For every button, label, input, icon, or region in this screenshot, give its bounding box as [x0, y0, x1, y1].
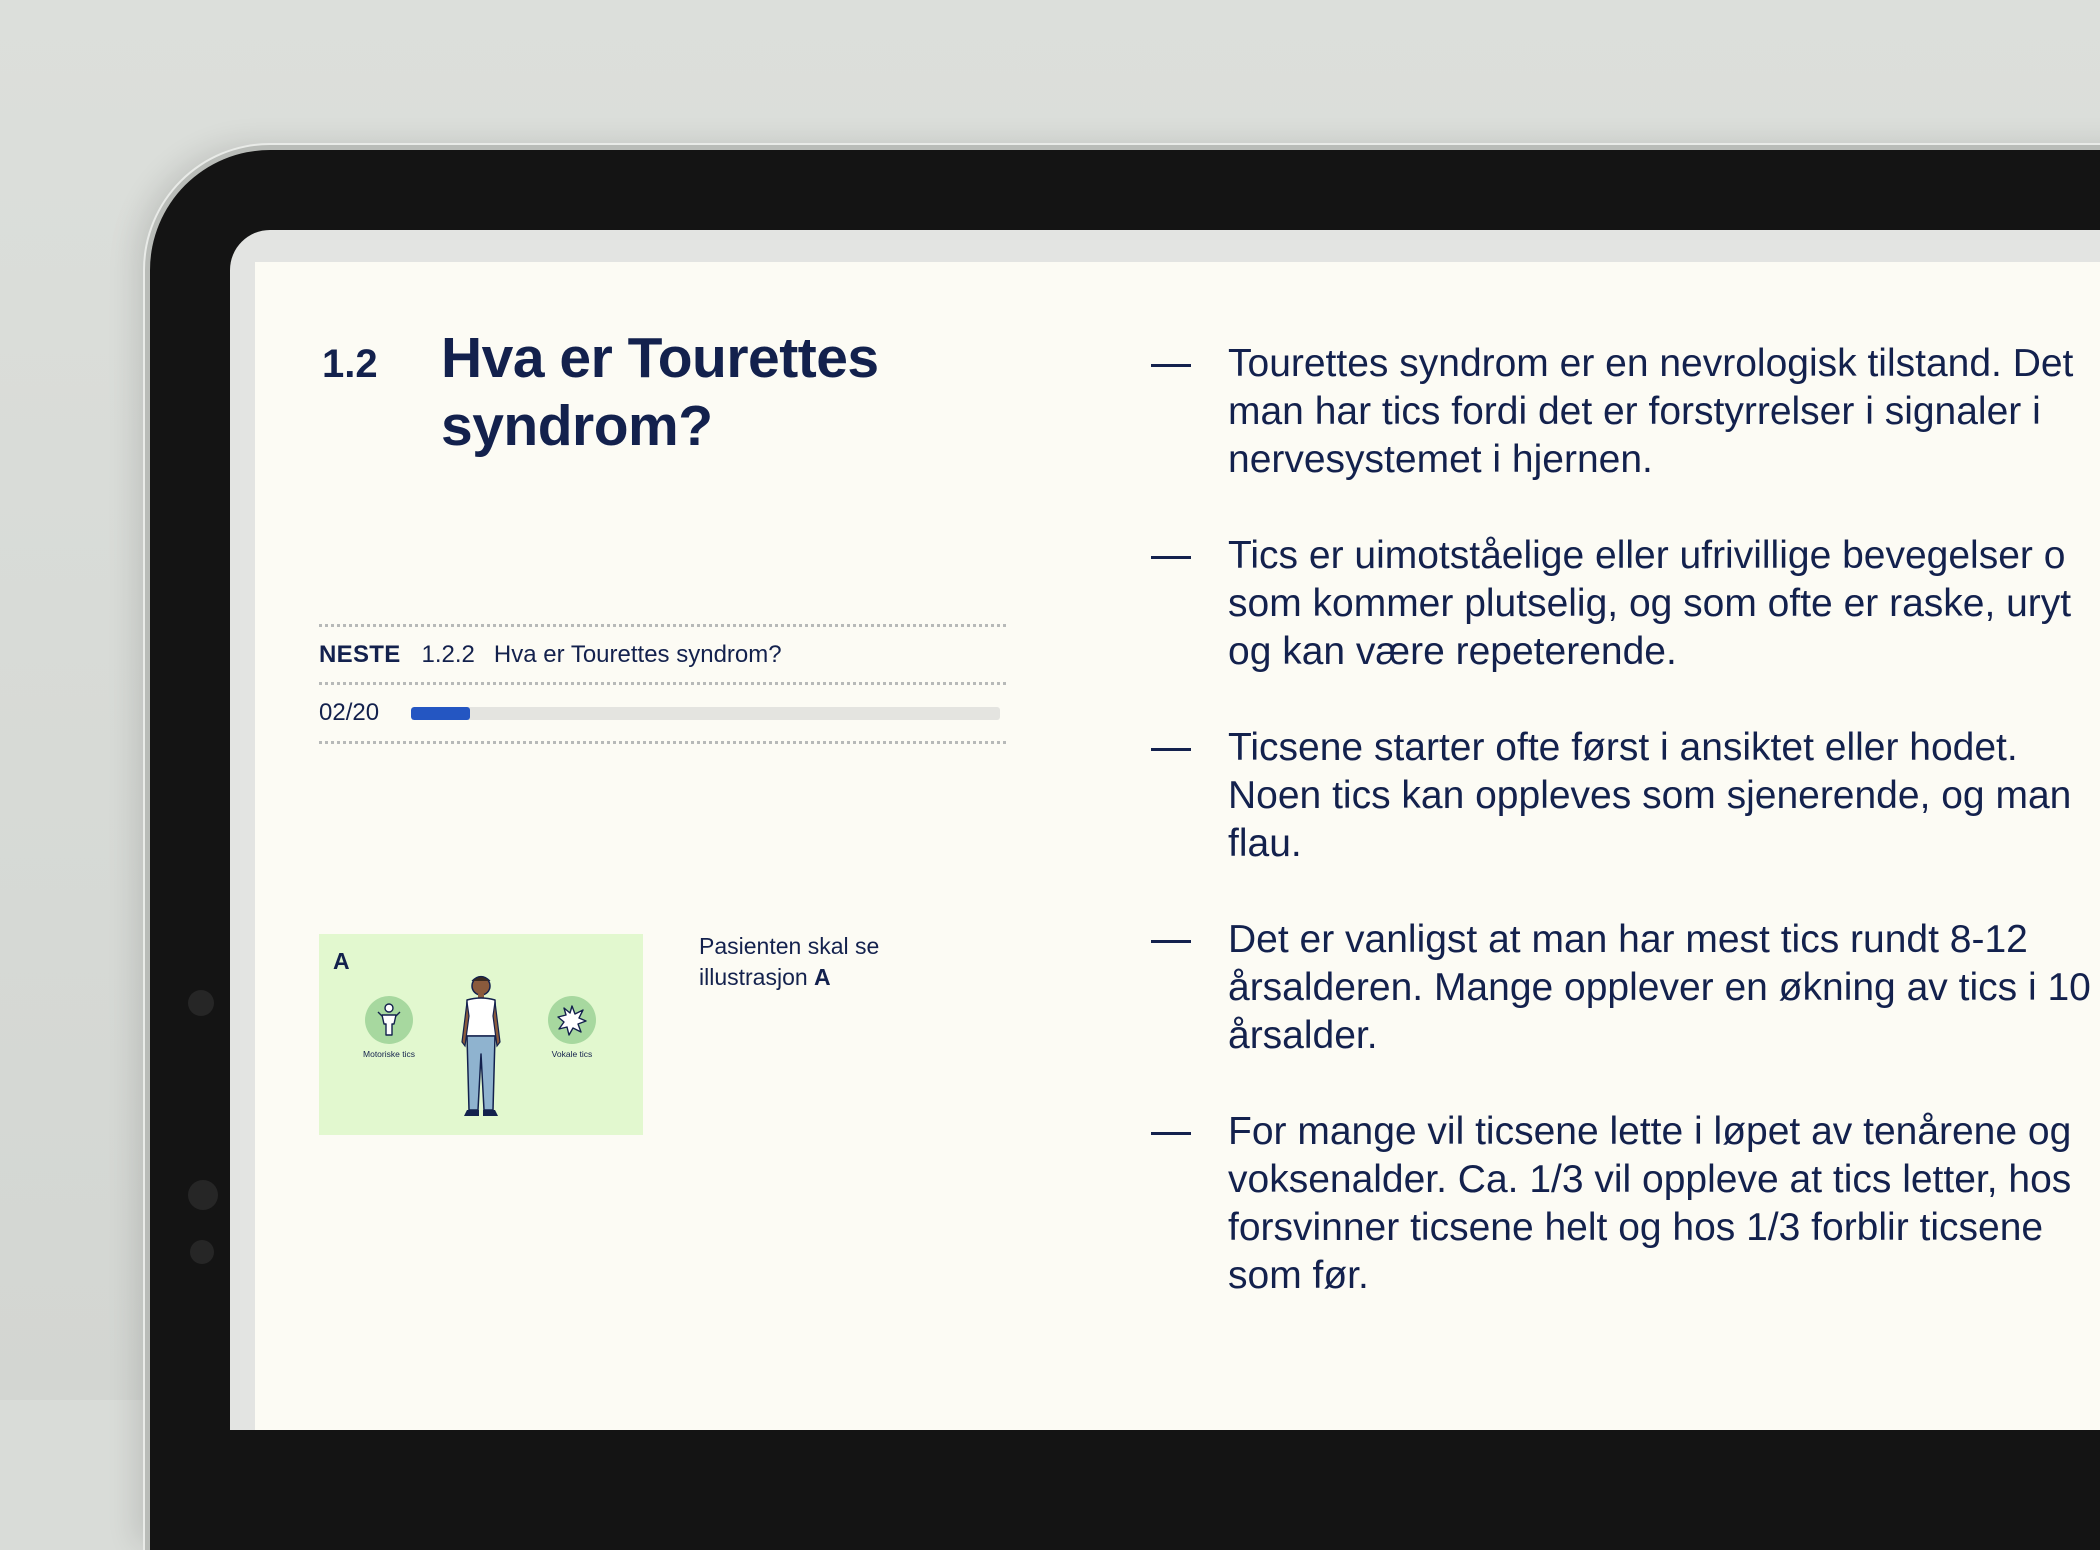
- vocal-tics-label: Vokale tics: [551, 1049, 593, 1059]
- bullet-item: [1151, 1108, 2100, 1300]
- bullet-list: [1151, 340, 2100, 1348]
- progress-row: [319, 685, 1006, 741]
- illustration-letter: A: [333, 948, 350, 974]
- bullet-line: Tics er uimotståelige eller ufrivillige bevegelser o: [1228, 534, 2066, 577]
- bullet-line: Det er vanligst at man har mest tics rundt 8-12: [1228, 918, 2028, 961]
- progress-bar: [411, 707, 1000, 720]
- divider: [319, 741, 1006, 744]
- bullet-line: For mange vil ticsene lette i løpet av tenårene og: [1228, 1110, 2072, 1153]
- next-section-title: Hva er Tourettes syndrom?: [493, 640, 782, 668]
- next-panel: [319, 624, 1006, 744]
- sensor-dot: [188, 1180, 218, 1210]
- vocal-tics-icon: [548, 996, 596, 1044]
- bullet-line: som kommer plutselig, og som ofte er raske, uryt: [1228, 582, 2072, 625]
- caption-ref: A: [814, 964, 831, 990]
- motor-tics-icon: [365, 996, 413, 1044]
- illustration-caption: [699, 931, 929, 993]
- bullet-item: [1151, 724, 2100, 868]
- illustration-thumbnail[interactable]: [319, 934, 643, 1135]
- section-number: 1.2: [322, 342, 378, 386]
- person-figure: [455, 972, 507, 1122]
- bullet-line: Ticsene starter ofte først i ansiktet eller hodet.: [1228, 726, 2018, 769]
- bullet-line: man har tics fordi det er forstyrrelser i signaler i: [1228, 390, 2041, 433]
- next-label: NESTE: [319, 640, 401, 668]
- motor-tics-label: Motoriske tics: [363, 1049, 415, 1059]
- dash-icon: [1151, 556, 1191, 559]
- bullet-item: [1151, 532, 2100, 676]
- bullet-line: flau.: [1228, 822, 1302, 865]
- bullet-line: nervesystemet i hjernen.: [1228, 438, 1653, 481]
- sensor-dot-small: [190, 1240, 214, 1264]
- bullet-line: og kan være repeterende.: [1228, 630, 1677, 673]
- bullet-item: [1151, 916, 2100, 1060]
- bullet-line: forsvinner ticsene helt og hos 1/3 forblir ticsene: [1228, 1206, 2044, 1249]
- dash-icon: [1151, 1132, 1191, 1135]
- dash-icon: [1151, 940, 1191, 943]
- bullet-line: Noen tics kan oppleves som sjenerende, og man: [1228, 774, 2072, 817]
- progress-fill: [411, 707, 470, 720]
- bullet-item: [1151, 340, 2100, 484]
- bullet-line: voksenalder. Ca. 1/3 vil oppleve at tics letter, hos: [1228, 1158, 2072, 1201]
- next-link[interactable]: [319, 627, 1006, 682]
- bullet-line: som før.: [1228, 1254, 1369, 1297]
- next-section-number: 1.2.2: [421, 640, 475, 668]
- dash-icon: [1151, 364, 1191, 367]
- dash-icon: [1151, 748, 1191, 751]
- bullet-line: årsalder.: [1228, 1014, 1378, 1057]
- camera-dot: [188, 990, 214, 1016]
- page-title: Hva er Tourettes syndrom?: [441, 326, 879, 458]
- tablet-screen: [230, 230, 2100, 1430]
- progress-counter: 02/20: [319, 699, 380, 726]
- caption-text: Pasienten skal se illustrasjon: [699, 933, 880, 990]
- page: [255, 262, 2100, 1430]
- bullet-line: årsalderen. Mange opplever en økning av tics i 10: [1228, 966, 2091, 1009]
- bullet-line: Tourettes syndrom er en nevrologisk tilstand. Det: [1228, 342, 2074, 385]
